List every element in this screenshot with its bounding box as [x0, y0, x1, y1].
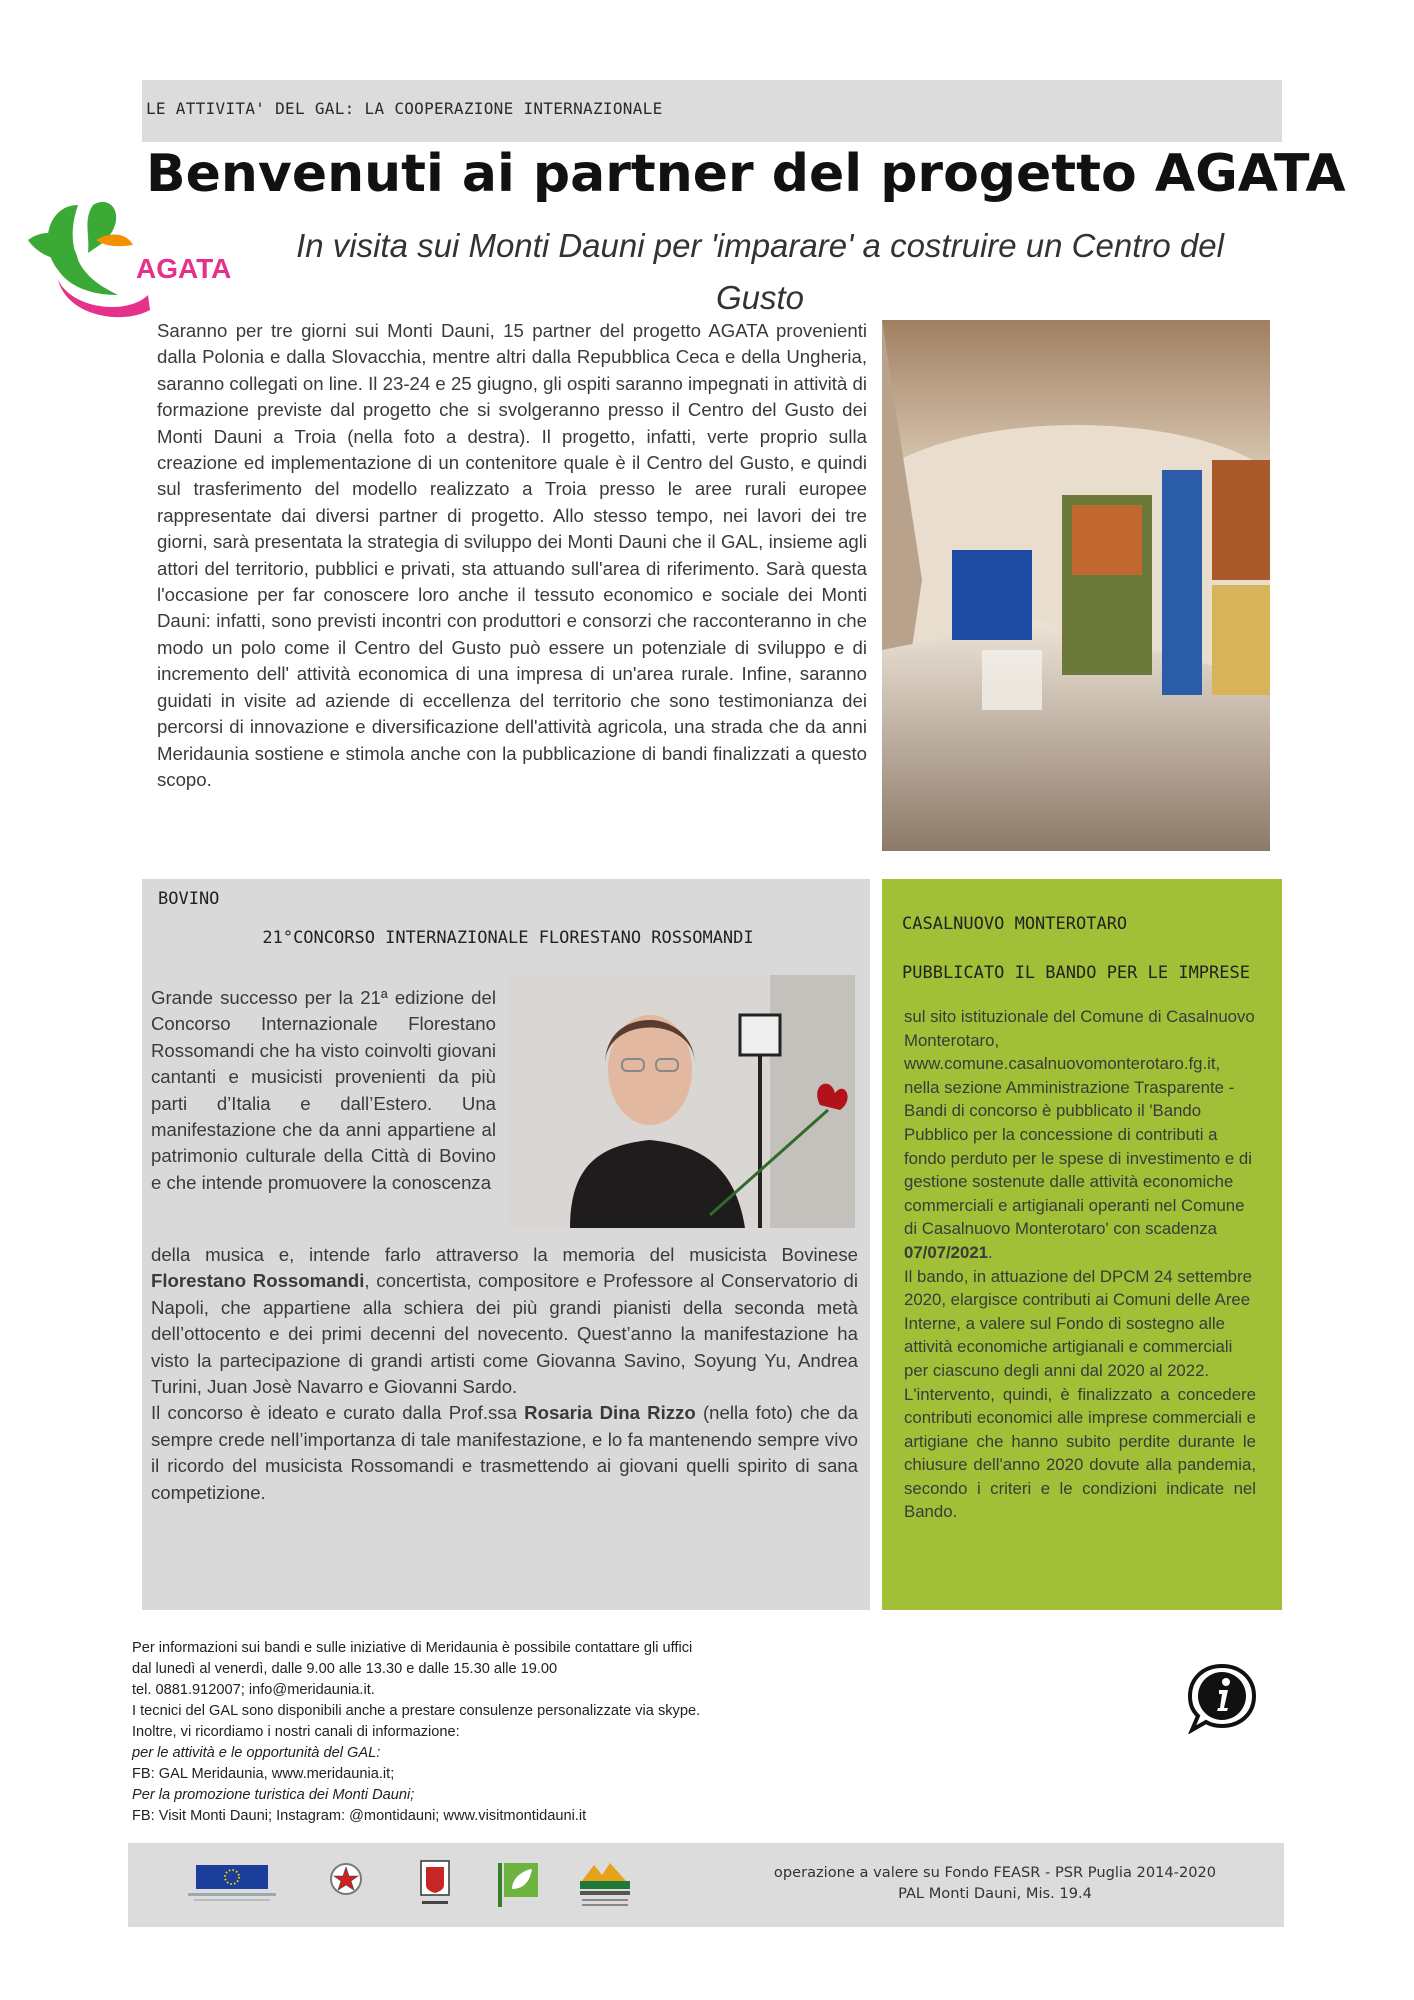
section-label: LE ATTIVITA' DEL GAL: LA COOPERAZIONE INTERNAZIONALE [146, 99, 663, 118]
concorso-title: 21°CONCORSO INTERNAZIONALE FLORESTANO ROSSOMANDI [262, 928, 754, 948]
contact-line: FB: Visit Monti Dauni; Instagram: @montidauni; www.visitmontidauni.it [132, 1808, 587, 1824]
name-rosaria-dina-rizzo: Rosaria Dina Rizzo [524, 1402, 696, 1424]
deadline-date: 07/07/2021 [904, 1242, 988, 1262]
subtitle: In visita sui Monti Dauni per 'imparare' a costruire un Centro del Gusto [296, 227, 1224, 316]
page-title: Benvenuti ai partner del progetto AGATA [146, 144, 1346, 204]
regione-puglia-logo [418, 1859, 452, 1911]
psr-puglia-logo [576, 1857, 634, 1913]
contact-line: FB: GAL Meridaunia, www.meridaunia.it; [132, 1766, 395, 1782]
agata-logo-text: AGATA [136, 253, 232, 284]
contact-info [132, 1638, 852, 1827]
contact-line: dal lunedì al venerdì, dalle 9.00 alle 13.30 e dalle 15.30 alle 19.00 [132, 1661, 558, 1677]
bovino-text-top: Grande successo per la 21ª edizione del Concorso Internazionale Florestano Rossomandi che ha visto coinvolti giovani cantanti e musicisti provenienti da più parti d’Italia e dall’Estero. Una manifestazione che da anni appartiene al patrimonio culturale della Città di Bovino e che intende promuovere la conoscenza [151, 987, 496, 1193]
funding-line: operazione a valere su Fondo FEASR - PSR Puglia 2014-2020 [773, 1864, 1217, 1881]
italian-republic-emblem [328, 1859, 364, 1909]
casalnuovo-text-part: . [988, 1242, 993, 1262]
centro-del-gusto-photo [882, 320, 1270, 851]
agata-logo [18, 185, 258, 320]
agata-logo-graphic [18, 185, 258, 320]
bovino-label: BOVINO [158, 889, 220, 909]
bovino-text-bottom [151, 1242, 858, 1506]
leader-logo [498, 1859, 540, 1911]
bovino-text-part: Il concorso è ideato e curato dalla Prof.ssa [151, 1402, 525, 1424]
rosaria-dina-rizzo-photo [510, 975, 855, 1228]
casalnuovo-paragraph-1 [904, 1005, 1256, 1265]
contact-line: Per la promozione turistica dei Monti Dauni; [132, 1787, 415, 1803]
info-speech-bubble-icon [1186, 1662, 1258, 1734]
contact-line: tel. 0881.912007; info@meridaunia.it. [132, 1682, 375, 1698]
contact-line: I tecnici del GAL sono disponibili anche a prestare consulenze personalizzate via skype. [132, 1703, 701, 1719]
name-florestano-rossomandi: Florestano Rossomandi [151, 1270, 365, 1292]
casalnuovo-text-part: sul sito istituzionale del Comune di Casalnuovo Monterotaro, www.comune.casalnuovomonterotaro.fg.it, nella sezione Amministrazione Trasparente - Bandi di concorso è pubblicato il 'Bando Pubblico per la concessione di contributi a fondo perduto per le spese di investimento e di gestione sostenute dalle attività economiche commerciali e artigianali operanti nel Comune di Casalnuovo Monterotaro' con scadenza [904, 1007, 1255, 1239]
funding-line: PAL Monti Dauni, Mis. 19.4 [898, 1885, 1092, 1902]
contact-line: Per informazioni sui bandi e sulle iniziative di Meridaunia è possibile contattare gli uffici [132, 1640, 693, 1656]
casalnuovo-text [904, 1005, 1256, 1524]
funding-note [760, 1862, 1230, 1904]
casalnuovo-label: CASALNUOVO MONTEROTARO [902, 914, 1128, 934]
intro-article: Saranno per tre giorni sui Monti Dauni, 15 partner del progetto AGATA provenienti dalla Polonia e dalla Slovacchia, mentre altri dalla Repubblica Ceca e della Ungheria, saranno collegati on line. Il 23-24 e 25 giugno, gli ospiti saranno impegnati in attività di formazione previste dal progetto che si svolgeranno presso il Centro del Gusto dei Monti Dauni a Troia (nella foto a destra). Il progetto, infatti, verte proprio sulla creazione ed implementazione di un contenitore quale è il Centro del Gusto, e quindi sul trasferimento del modello realizzato a Troia presso le aree rurali europee rappresentate dai diversi partner di progetto. Allo stesso tempo, nei lavori dei tre giorni, sarà presentata la strategia di sviluppo dei Monti Dauni che il GAL, insieme agli attori del territorio, pubblici e privati, sta attuando sull'area di riferimento. Sarà questa l'occasione per far conoscere loro anche il tessuto economico e sociale dei Monti Dauni: infatti, sono previsti incontri con produttori e consorzi che racconteranno in che modo un polo come il Centro del Gusto può essere un potenziale di sviluppo e di incremento dell' attività economica di una impresa di un'area rurale. Infine, saranno guidati in visite ad aziende di eccellenza del territorio che sono testimonianza dei percorsi di innovazione e diversificazione dell'attività agricola, una strada che da anni Meridaunia sostiene e stimola anche con la pubblicazione di bandi finalizzati a questo scopo. [157, 320, 867, 790]
casalnuovo-paragraph-2: Il bando, in attuazione del DPCM 24 settembre 2020, elargisce contributi ai Comuni delle Aree Interne, a valere sul Fondo di sostegno alle attività economiche artigianali e commerciali per ciascuno degli anni dal 2020 al 2022. [904, 1266, 1252, 1380]
eu-flag-logo [188, 1865, 276, 1905]
contact-line: per le attività e le opportunità del GAL: [132, 1745, 381, 1761]
casalnuovo-paragraph-3: L'intervento, quindi, è finalizzato a concedere contributi economici alle imprese commerciali e artigiane che hanno subito perdite durante le chiusure dell'anno 2020 dovute alla pandemia, secondo i criteri e le condizioni indicate nel Bando. [904, 1384, 1256, 1522]
contact-line: Inoltre, vi ricordiamo i nostri canali di informazione: [132, 1724, 460, 1740]
bovino-text-part: della musica e, intende farlo attraverso la memoria del musicista Bovinese [151, 1244, 858, 1265]
bovino-text-part: (nella foto) che da sempre crede nell’importanza di tale manifestazione, e lo fa mantenendo sempre vivo il ricordo del musicista Rossomandi e trasmettendo ai giovani quelli spirito di sana competizione. [151, 1402, 859, 1503]
casalnuovo-title: PUBBLICATO IL BANDO PER LE IMPRESE [902, 963, 1250, 983]
bovino-text-part: , concertista, compositore e Professore al Conservatorio di Napoli, che appartiene alla schiera dei più grandi pianisti della seconda metà dell’ottocento e dei primi decenni del novecento. Quest’anno la manifestazione ha visto la partecipazione di grandi artisti come Giovanna Savino, Soyung Yu, Andrea Turini, Juan Josè Navarro e Giovanni Sardo. [151, 1270, 859, 1398]
